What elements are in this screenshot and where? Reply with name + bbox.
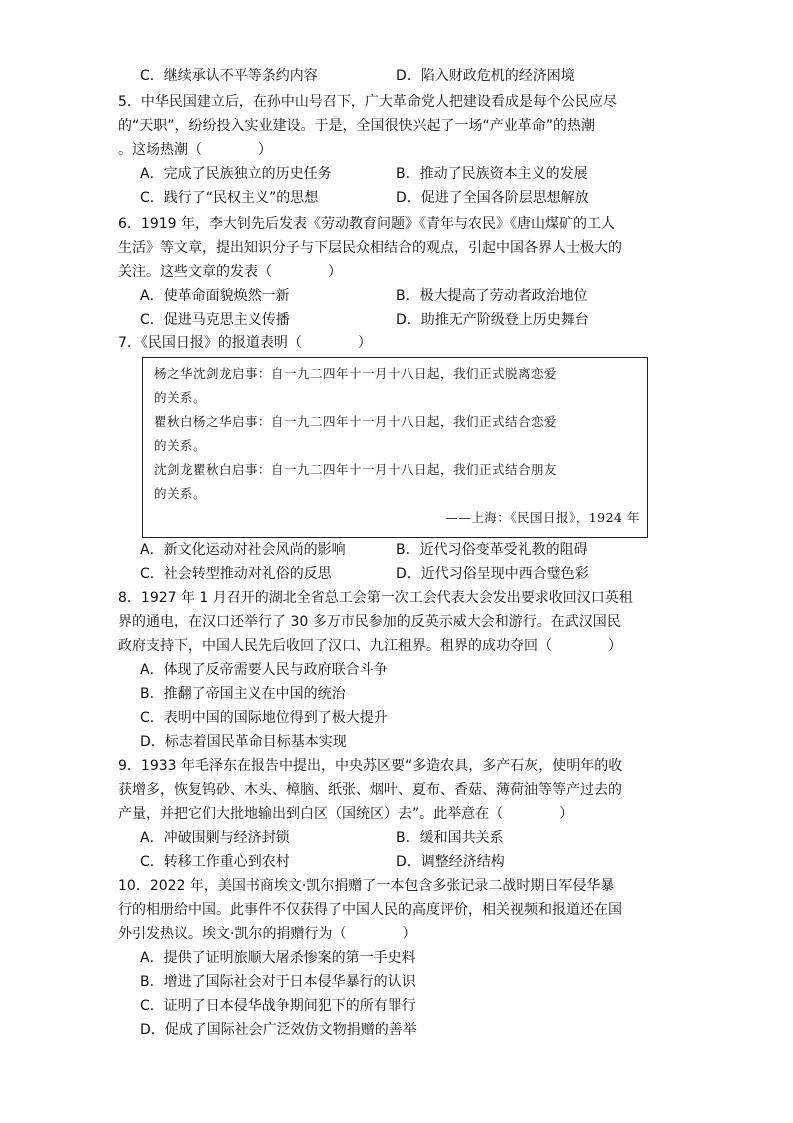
- q9-option-b[interactable]: B．缓和国共关系: [396, 830, 504, 846]
- q5-option-a[interactable]: A．完成了民族独立的历史任务: [140, 166, 332, 182]
- q10-option-d[interactable]: D．促成了国际社会广泛效仿文物捐赠的善举: [140, 1022, 417, 1038]
- q7-quote-line-3: 瞿秋白杨之华启事：自一九二四年十一月十八日起，我们正式结合恋爱: [154, 414, 558, 429]
- q7-option-d[interactable]: D．近代习俗呈现中西合璧色彩: [396, 566, 589, 582]
- q8-option-a[interactable]: A．体现了反帝需要人民与政府联合斗争: [140, 662, 388, 678]
- q7-quote-line-2: 的关系。: [154, 390, 207, 405]
- q6-stem-line-1: 6．1919 年，李大钊先后发表《劳动教育问题》《青年与农民》《唐山煤矿的工人: [118, 216, 615, 232]
- q7-stem: 7．《民国日报》的报道表明（ ）: [118, 335, 372, 351]
- q9-option-a[interactable]: A．冲破围剿与经济封锁: [140, 830, 290, 846]
- q8-option-b[interactable]: B．推翻了帝国主义在中国的统治: [140, 686, 346, 702]
- q10-stem-line-1: 10．2022 年，美国书商埃文·凯尔捐赠了一本包含多张记录二战时期日军侵华暴: [118, 878, 615, 894]
- q9-stem-line-2: 获增多，恢复钨砂、木头、樟脑、纸张、烟叶、夏布、香菇、薄荷油等等产过去的: [118, 782, 622, 798]
- q10-option-a[interactable]: A．提供了证明旅顺大屠杀惨案的第一手史料: [140, 950, 416, 966]
- q7-quote-line-4: 的关系。: [154, 438, 207, 453]
- q8-option-c[interactable]: C．表明中国的国际地位得到了极大提升: [140, 710, 388, 726]
- q8-stem-line-2: 界的通电，在汉口还举行了 30 多万市民参加的反英示威大会和游行。在武汉国民: [118, 614, 621, 630]
- q5-stem-line-1: 5．中华民国建立后，在孙中山号召下，广大革命党人把建设看成是每个公民应尽: [118, 94, 617, 110]
- q6-stem-line-3: 关注。这些文章的发表（ ）: [118, 264, 342, 280]
- q8-stem-line-1: 8．1927 年 1 月召开的湖北全省总工会第一次工会代表大会发出要求收回汉口英租: [118, 590, 633, 606]
- q7-quote-line-6: 的关系。: [154, 486, 207, 501]
- q6-option-a[interactable]: A．使革命面貌焕然一新: [140, 288, 290, 304]
- q10-stem-line-2: 行的相册给中国。此事件不仅获得了中国人民的高度评价，相关视频和报道还在国: [118, 902, 622, 918]
- q7-option-c[interactable]: C．社会转型推动对礼俗的反思: [140, 566, 332, 582]
- q10-option-b[interactable]: B．增进了国际社会对于日本侵华暴行的认识: [140, 974, 416, 990]
- q5-stem-line-2: 的“天职”，纷纷投入实业建设。于是，全国很快兴起了一场“产业革命”的热潮: [118, 118, 596, 134]
- q9-stem-line-1: 9．1933 年毛泽东在报告中提出，中央苏区要“多造农具，多产石灰，使明年的收: [118, 758, 623, 774]
- q8-stem-line-3: 政府支持下，中国人民先后收回了汉口、九江租界。租界的成功夺回（ ）: [118, 638, 622, 654]
- q9-stem-line-3: 产量，并把它们大批地输出到白区（国统区）去”。此举意在（ ）: [118, 806, 574, 822]
- q7-quote-line-1: 杨之华沈剑龙启事：自一九二四年十一月十八日起，我们正式脱离恋爱: [154, 366, 558, 381]
- q6-option-d[interactable]: D．助推无产阶级登上历史舞台: [396, 312, 589, 328]
- q6-option-b[interactable]: B．极大提高了劳动者政治地位: [396, 288, 588, 304]
- q5-stem-line-3: 。这场热潮（ ）: [118, 142, 272, 158]
- q6-stem-line-2: 生活》等文章，提出知识分子与下层民众相结合的观点，引起中国各界人士极大的: [118, 240, 622, 256]
- q7-quote-line-5: 沈剑龙瞿秋白启事：自一九二四年十一月十八日起，我们正式结合朋友: [154, 462, 558, 477]
- q9-option-c[interactable]: C．转移工作重心到农村: [140, 854, 290, 870]
- q7-option-a[interactable]: A．新文化运动对社会风尚的影响: [140, 542, 346, 558]
- q7-source-citation: ——上海：《民国日报》，1924 年: [445, 510, 640, 525]
- q8-option-d[interactable]: D．标志着国民革命目标基本实现: [140, 734, 347, 750]
- q10-stem-line-3: 外引发热议。埃文·凯尔的捐赠行为（ ）: [118, 926, 417, 942]
- q10-option-c[interactable]: C．证明了日本侵华战争期间犯下的所有罪行: [140, 998, 416, 1014]
- option-d[interactable]: D．陷入财政危机的经济困境: [396, 68, 575, 84]
- q5-option-d[interactable]: D．促进了全国各阶层思想解放: [396, 190, 589, 206]
- q9-option-d[interactable]: D．调整经济结构: [396, 854, 505, 870]
- q6-option-c[interactable]: C．促进马克思主义传播: [140, 312, 290, 328]
- option-c[interactable]: C．继续承认不平等条约内容: [140, 68, 318, 84]
- q7-option-b[interactable]: B．近代习俗变革受礼教的阻碍: [396, 542, 588, 558]
- q5-option-b[interactable]: B．推动了民族资本主义的发展: [396, 166, 588, 182]
- q5-option-c[interactable]: C．践行了“民权主义”的思想: [140, 190, 319, 206]
